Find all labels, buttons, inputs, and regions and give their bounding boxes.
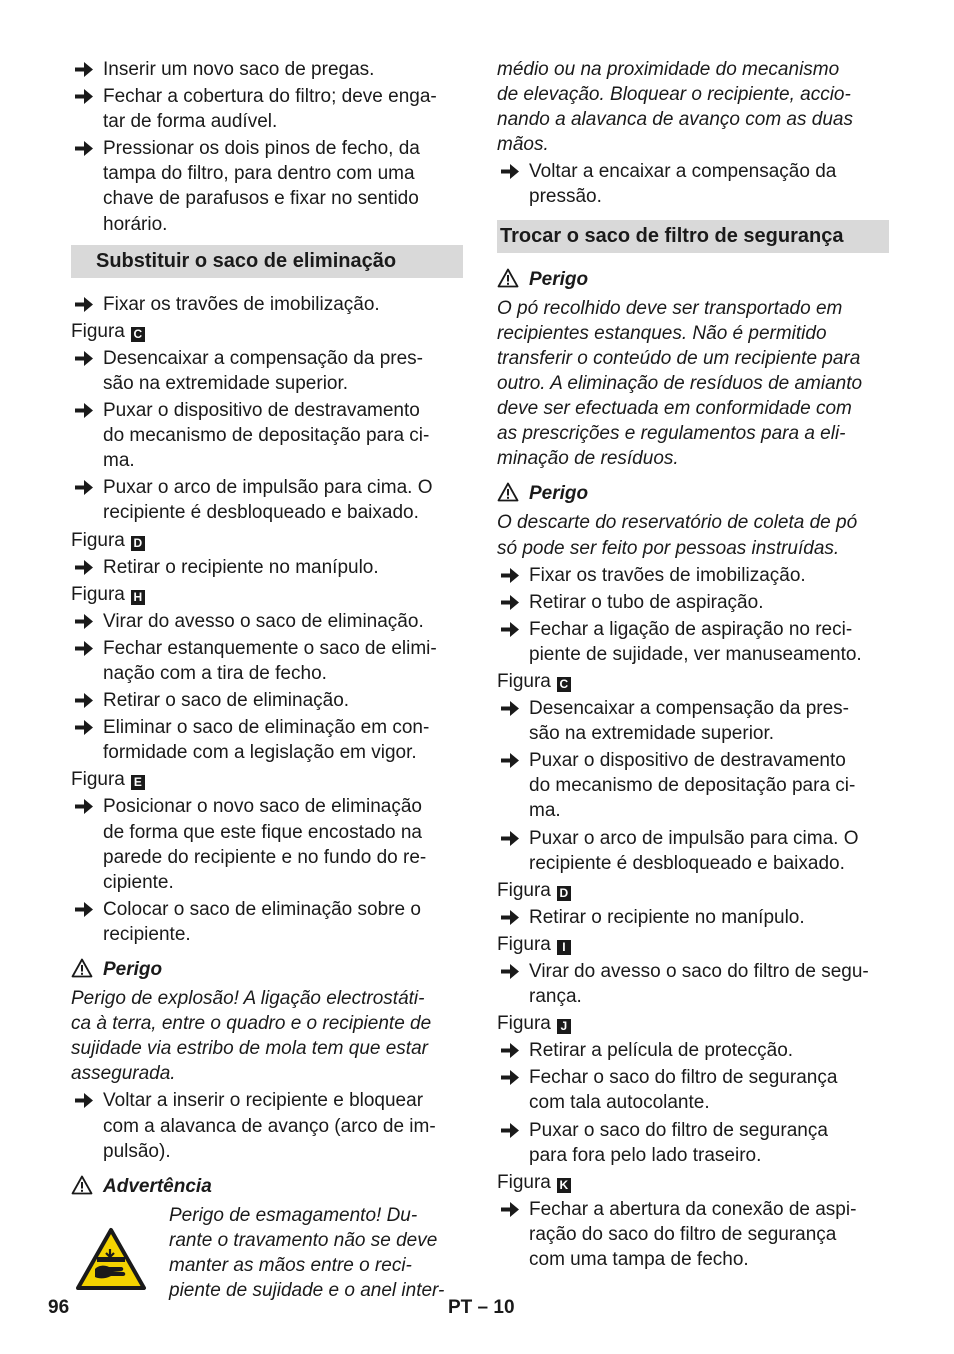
figure-ref: Figura J [497,1011,889,1036]
arrow-right-icon [499,563,521,588]
instruction-step: Fixar os travões de imobilização. [71,292,463,317]
instruction-step: Desencaixar a compensação da pres- são na extremidade superior. [497,696,889,746]
danger-title: Perigo [497,267,889,292]
hand-crush-hazard-icon [75,1227,147,1291]
warning-triangle-icon [497,482,519,502]
instruction-step: Fechar a cobertura do filtro; deve enga- tar de forma audível. [71,84,463,134]
warning-text-continued: médio ou na proximidade do mecanismo de elevação. Bloquear o recipiente, accio- nando a alavanca de avanço com as duas mãos. [497,59,853,156]
arrow-right-icon [73,475,95,500]
figure-ref: Figura E [71,767,463,792]
figure-ref: Figura K [497,1170,889,1195]
page-number: 96 [48,1297,70,1318]
right-column [497,57,889,1274]
instruction-step: Puxar o arco de impulsão para cima. O recipiente é desbloqueado e baixado. [71,475,463,525]
arrow-right-icon [499,1065,521,1090]
figure-letter-badge: C [131,327,145,342]
arrow-right-icon [73,897,95,922]
warning-triangle-icon [71,1175,93,1195]
arrow-right-icon [499,617,521,642]
figure-letter-badge: K [557,1178,571,1193]
instruction-step: Posicionar o novo saco de eliminação de forma que este fique encostado na parede do recipiente e no fundo do re- cipiente. [71,794,463,894]
arrow-right-icon [73,84,95,109]
arrow-right-icon [73,636,95,661]
warning-block [71,1203,463,1303]
figure-ref: Figura D [497,878,889,903]
figure-letter-badge: D [557,886,571,901]
instruction-step: Fixar os travões de imobilização. [497,563,889,588]
arrow-right-icon [499,1197,521,1222]
instruction-step: Fechar a ligação de aspiração no reci- piente de sujidade, ver manuseamento. [497,617,889,667]
instruction-step: Fechar o saco do filtro de segurança com tala autocolante. [497,1065,889,1115]
danger-title: Perigo [71,957,463,982]
figure-ref: Figura H [71,582,463,607]
figure-ref: Figura C [71,319,463,344]
arrow-right-icon [499,748,521,773]
instruction-step: Retirar o recipiente no manípulo. [71,555,463,580]
figure-letter-badge: D [131,536,145,551]
instruction-step: Fechar estanquemente o saco de elimi- nação com a tira de fecho. [71,636,463,686]
instruction-step: Eliminar o saco de eliminação em con- formidade com a legislação em vigor. [71,715,463,765]
figure-letter-badge: J [557,1019,571,1034]
figure-letter-badge: H [131,590,145,605]
arrow-right-icon [499,1118,521,1143]
arrow-right-icon [499,959,521,984]
instruction-step: Desencaixar a compensação da pres- são na extremidade superior. [71,346,463,396]
instruction-step: Retirar o recipiente no manípulo. [497,905,889,930]
arrow-right-icon [73,136,95,161]
instruction-step: Virar do avesso o saco do filtro de segu- rança. [497,959,889,1009]
arrow-right-icon [499,1038,521,1063]
section-page-label: PT – 10 [448,1297,515,1318]
instruction-step: Puxar o saco do filtro de segurança para fora pelo lado traseiro. [497,1118,889,1168]
section-heading: Substituir o saco de eliminação [71,245,463,278]
instruction-step: Colocar o saco de eliminação sobre o recipiente. [71,897,463,947]
instruction-step: Fechar a abertura da conexão de aspi- ração do saco do filtro de segurança com uma tampa de fecho. [497,1197,889,1272]
arrow-right-icon [499,696,521,721]
figure-ref: Figura C [497,669,889,694]
warning-title: Advertência [71,1174,463,1199]
instruction-step: Virar do avesso o saco de eliminação. [71,609,463,634]
instruction-step: Puxar o arco de impulsão para cima. O recipiente é desbloqueado e baixado. [497,826,889,876]
arrow-right-icon [73,688,95,713]
instruction-step: Puxar o dispositivo de destravamento do mecanismo de depositação para ci- ma. [71,398,463,473]
instruction-step: Inserir um novo saco de pregas. [71,57,463,82]
instruction-step: Voltar a inserir o recipiente e bloquear com a alavanca de avanço (arco de im- pulsão). [71,1088,463,1163]
danger-title: Perigo [497,481,889,506]
left-column [71,57,463,1303]
arrow-right-icon [73,555,95,580]
danger-text: Perigo de explosão! A ligação electrostáti- ca à terra, entre o quadro e o recipiente de sujidade via estribo de mola tem que estar assegurada. [71,988,432,1085]
figure-ref: Figura I [497,932,889,957]
danger-text: O pó recolhido deve ser transportado em recipientes estanques. Não é permitido transferir o conteúdo de um recipiente para outro. A eliminação de resíduos de amianto deve ser efectuada em conformidade com as prescrições e regulamentos para a eli- minação de resíduos. [497,297,863,470]
arrow-right-icon [73,794,95,819]
warning-text: Perigo de esmagamento! Du- rante o travamento não se deve manter as mãos entre o reci- piente de sujidade e o anel inter- [169,1204,445,1302]
arrow-right-icon [499,826,521,851]
figure-letter-badge: E [131,775,145,790]
arrow-right-icon [73,609,95,634]
warning-triangle-icon [497,268,519,288]
arrow-right-icon [73,1088,95,1113]
warning-triangle-icon [71,958,93,978]
instruction-step: Voltar a encaixar a compensação da pressão. [497,159,889,209]
instruction-step: Retirar o saco de eliminação. [71,688,463,713]
section-heading: Trocar o saco de filtro de segurança [497,220,889,253]
arrow-right-icon [499,905,521,930]
arrow-right-icon [499,590,521,615]
arrow-right-icon [73,346,95,371]
arrow-right-icon [73,292,95,317]
arrow-right-icon [73,715,95,740]
instruction-step: Pressionar os dois pinos de fecho, da tampa do filtro, para dentro com uma chave de parafusos e fixar no sentido horário. [71,136,463,236]
instruction-step: Puxar o dispositivo de destravamento do mecanismo de depositação para ci- ma. [497,748,889,823]
danger-text: O descarte do reservatório de coleta de pó só pode ser feito por pessoas instruídas. [497,512,858,559]
figure-ref: Figura D [71,528,463,553]
figure-letter-badge: C [557,677,571,692]
arrow-right-icon [73,57,95,82]
instruction-step: Retirar o tubo de aspiração. [497,590,889,615]
instruction-step: Retirar a película de protecção. [497,1038,889,1063]
figure-letter-badge: I [557,940,571,955]
arrow-right-icon [499,159,521,184]
arrow-right-icon [73,398,95,423]
